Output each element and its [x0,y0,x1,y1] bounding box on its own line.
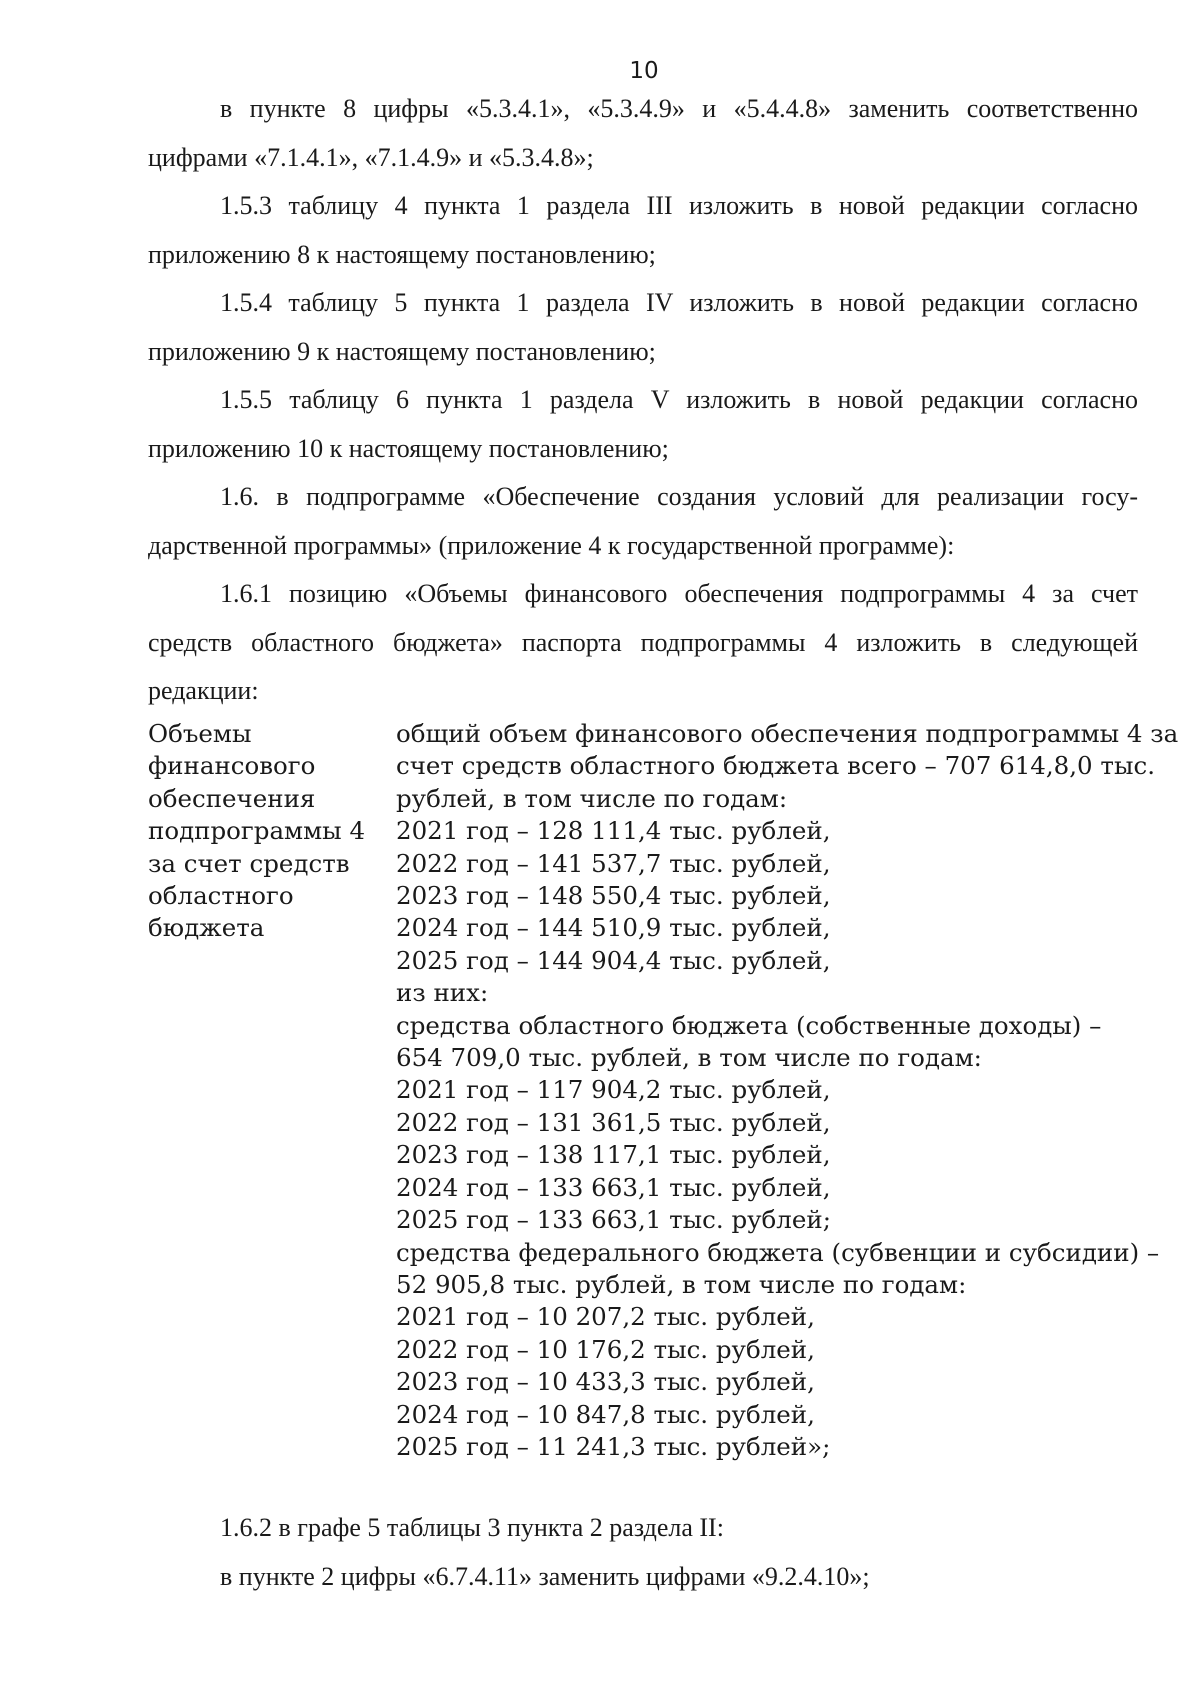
paragraph-1-6 [148,473,1138,570]
passport-value-line: 2023 год – 138 117,1 тыс. рублей, [396,1140,831,1170]
passport-value-line: 654 709,0 тыс. рублей, в том числе по годам: [396,1043,982,1073]
paragraph-line: 1.5.4 таблицу 5 пункта 1 раздела IV изложить в новой редакции согласно [220,288,1138,317]
passport-label-line: финансового [148,751,316,781]
passport-value-line: общий объем финансового обеспечения подпрограммы 4 за [396,719,1179,748]
passport-value-line: 2025 год – 144 904,4 тыс. рублей, [396,945,831,975]
paragraph-line: приложению 10 к настоящему постановлению; [148,433,669,463]
paragraph-line: приложению 9 к настоящему постановлению; [148,336,656,366]
passport-value-line: средства федерального бюджета (субвенции и субсидии) – [396,1237,1160,1267]
passport-value-line: 2023 год – 148 550,4 тыс. рублей, [396,881,831,911]
paragraph-1-6-2: 1.6.2 в графе 5 таблицы 3 пункта 2 раздела II: [220,1513,724,1542]
passport-value-line: 2025 год – 11 241,3 тыс. рублей»; [396,1431,831,1461]
paragraph-1-5-4 [148,279,1138,376]
passport-value-line: 2023 год – 10 433,3 тыс. рублей, [396,1367,815,1397]
paragraph-line: в пункте 8 цифры «5.3.4.1», «5.3.4.9» и «5.4.4.8» заменить соответственно [220,94,1138,123]
passport-value-line: 2021 год – 117 904,2 тыс. рублей, [396,1075,831,1105]
paragraph-line: редакции: [148,676,259,705]
closing-paragraphs [148,1504,1138,1601]
passport-label-line: за счет средств [148,848,350,878]
paragraph-line: 1.6.1 позицию «Объемы финансового обеспечения подпрограммы 4 за счет [220,579,1138,608]
paragraph-line: 1.5.3 таблицу 4 пункта 1 раздела III изложить в новой редакции согласно [220,191,1138,220]
paragraph-item-8 [148,85,1138,182]
passport-value-line: рублей, в том числе по годам: [396,783,788,813]
passport-label-line: подпрограммы 4 [148,816,366,846]
passport-value-line: 2022 год – 131 361,5 тыс. рублей, [396,1107,831,1137]
page-number: 10 [629,58,659,84]
passport-value-line: 2022 год – 10 176,2 тыс. рублей, [396,1334,815,1364]
passport-value-line: 2024 год – 144 510,9 тыс. рублей, [396,913,831,943]
passport-value-line: 2021 год – 10 207,2 тыс. рублей, [396,1302,815,1332]
paragraph-line: дарственной программы» (приложение 4 к государственной программе): [148,530,955,560]
passport-value-line: 52 905,8 тыс. рублей, в том числе по годам: [396,1269,967,1299]
passport-label-line: Объемы [148,719,252,748]
paragraph-line: приложению 8 к настоящему постановлению; [148,239,656,269]
passport-label [148,718,378,945]
passport-value-line: счет средств областного бюджета всего – 707 614,8,0 тыс. [396,751,1155,781]
passport-value-line: из них: [396,978,489,1008]
passport-value-line: 2021 год – 128 111,4 тыс. рублей, [396,816,831,846]
paragraph-item-2: в пункте 2 цифры «6.7.4.11» заменить цифрами «9.2.4.10»; [220,1561,870,1591]
passport-label-line: бюджета [148,913,265,943]
paragraph-1-5-5 [148,376,1138,473]
passport-value-line: средства областного бюджета (собственные доходы) – [396,1010,1102,1040]
passport-value-line: 2024 год – 133 663,1 тыс. рублей, [396,1172,831,1202]
passport-label-line: обеспечения [148,783,316,813]
paragraph-1-6-1 [148,570,1138,716]
passport-value-line: 2024 год – 10 847,8 тыс. рублей, [396,1399,815,1429]
paragraph-line: 1.6. в подпрограмме «Обеспечение создания условий для реализации госу- [220,482,1138,511]
paragraph-line: 1.5.5 таблицу 6 пункта 1 раздела V изложить в новой редакции согласно [220,385,1138,414]
document-body [148,85,1138,716]
paragraph-line: цифрами «7.1.4.1», «7.1.4.9» и «5.3.4.8»; [148,142,594,172]
passport-value-line: 2025 год – 133 663,1 тыс. рублей; [396,1205,831,1235]
paragraph-line: средств областного бюджета» паспорта подпрограммы 4 изложить в следующей [148,627,1138,657]
paragraph-1-5-3 [148,182,1138,279]
passport-value-line: 2022 год – 141 537,7 тыс. рублей, [396,848,831,878]
passport-value [396,718,1179,1463]
passport-label-line: областного [148,881,294,911]
